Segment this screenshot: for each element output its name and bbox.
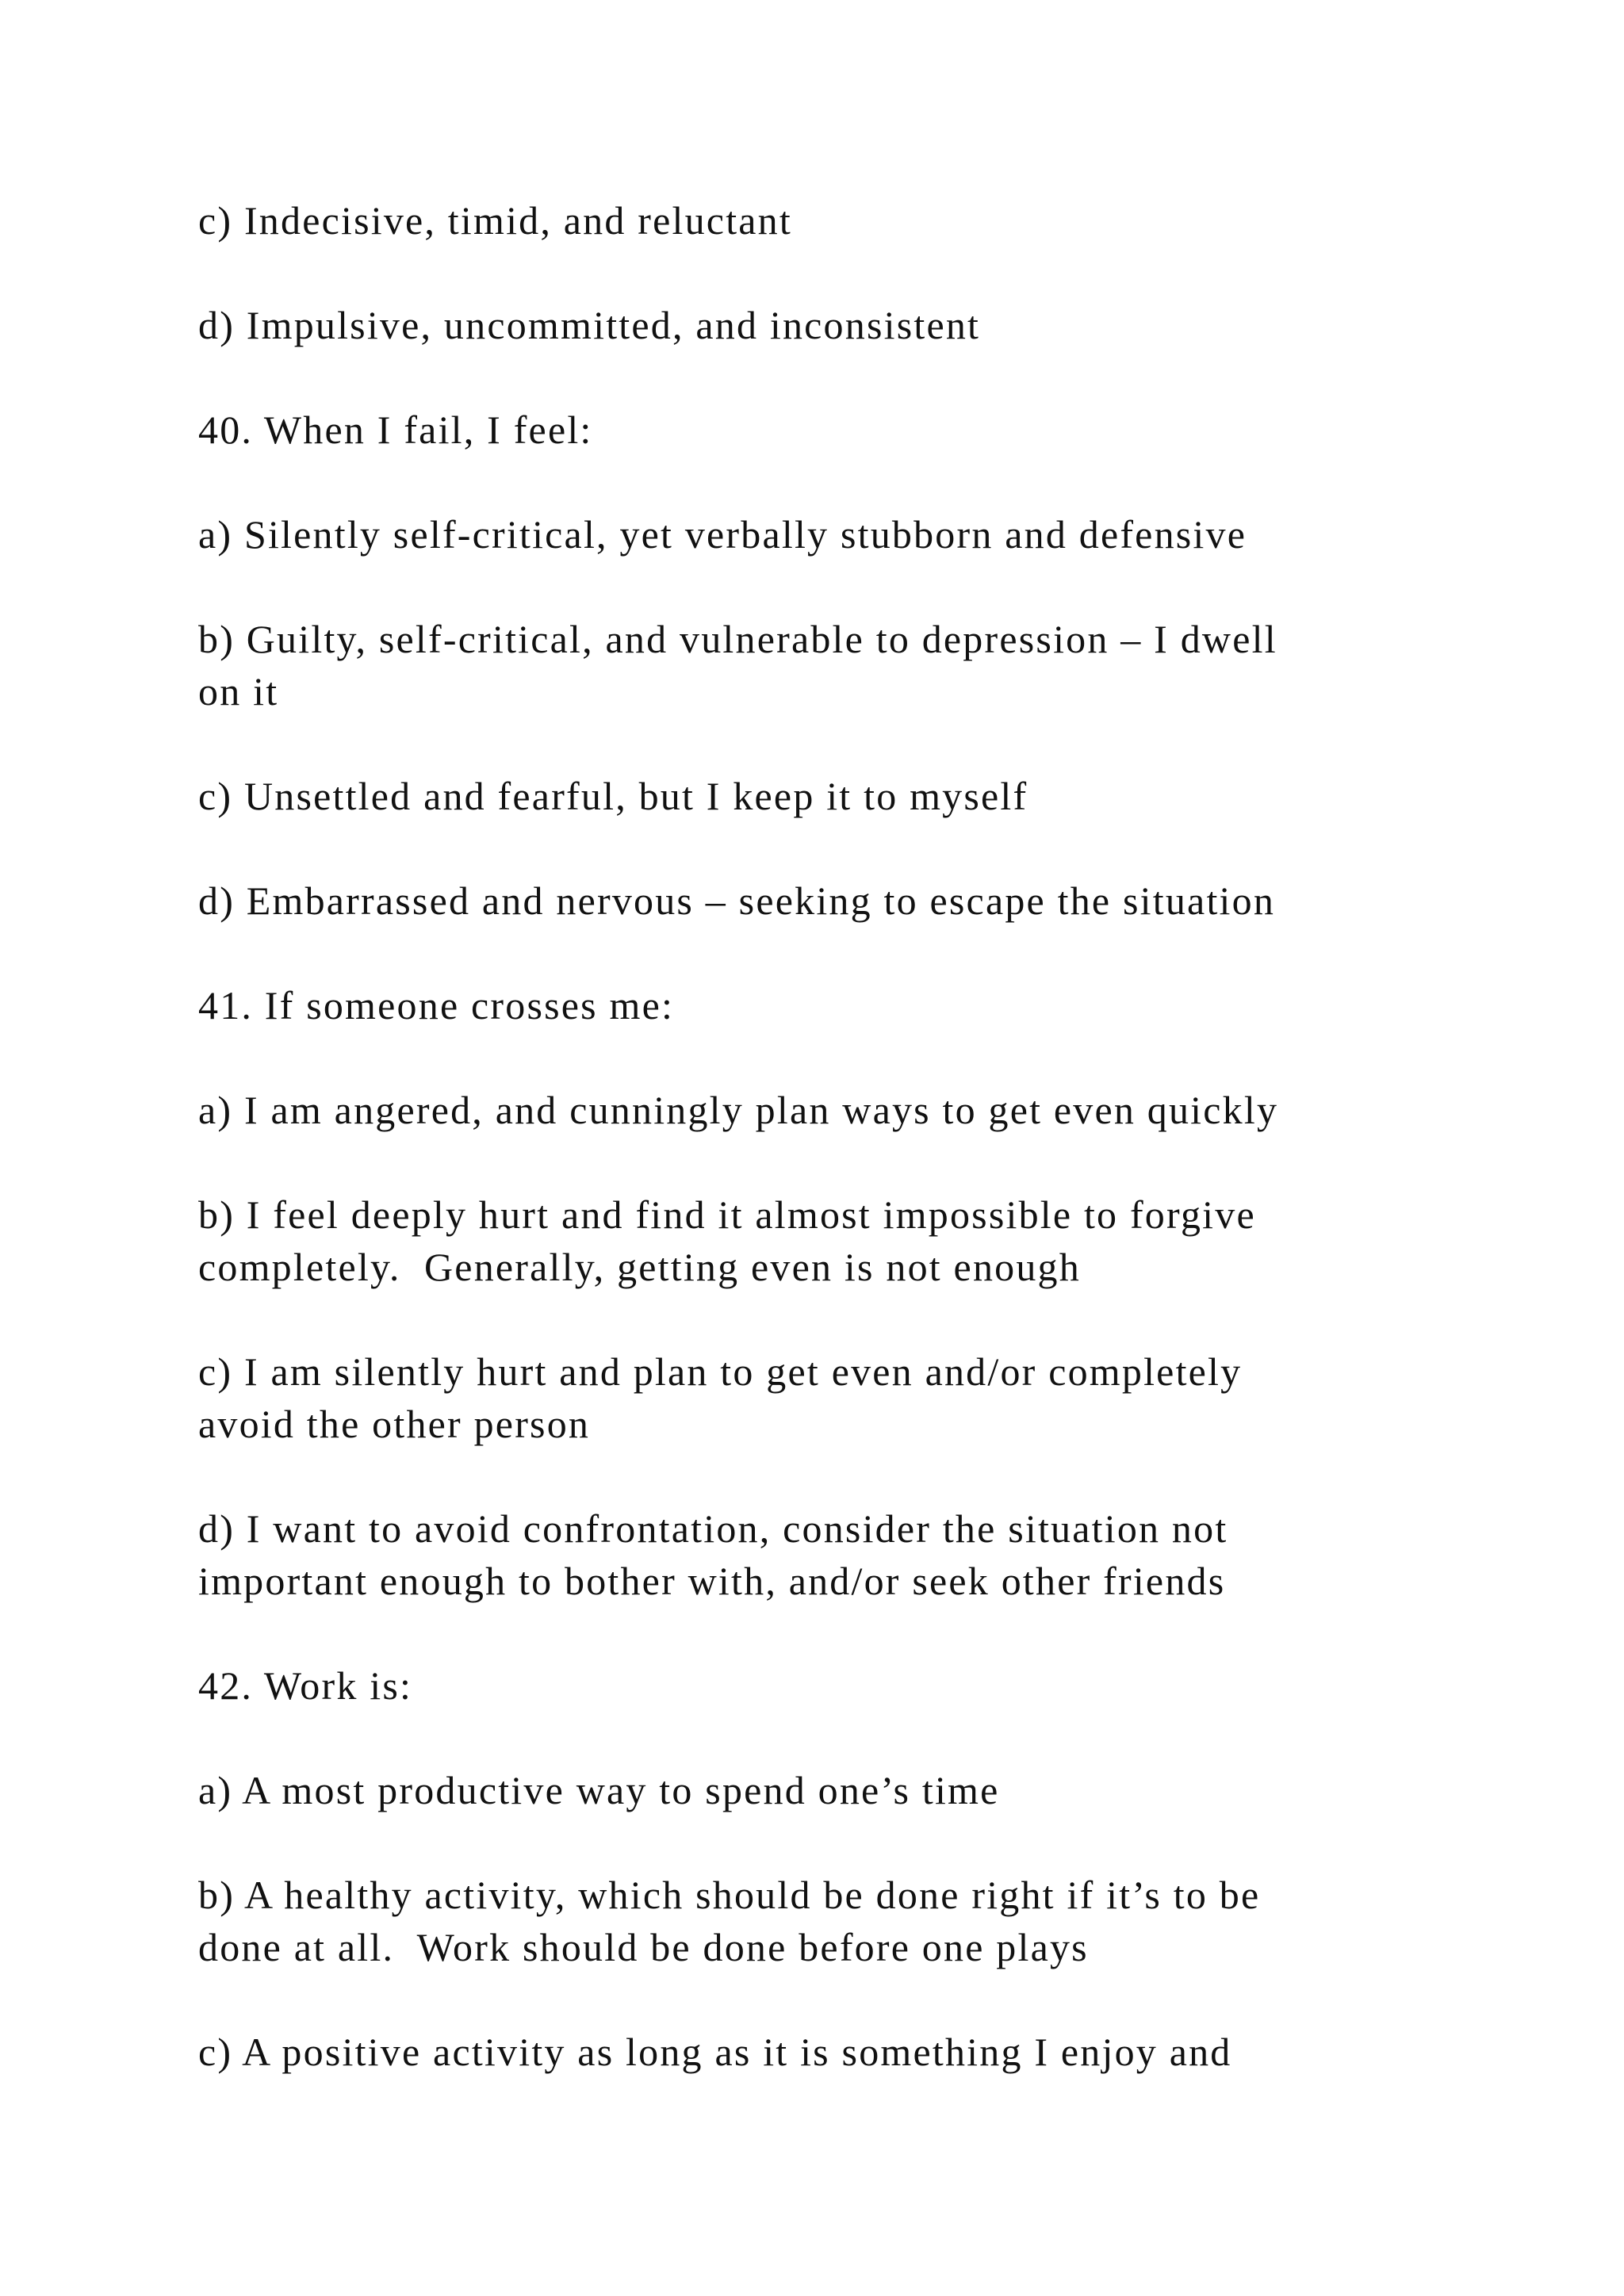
answer-option-b: b) I feel deeply hurt and find it almost impossible to forgive completely. Generally, getting even is not enough: [198, 1192, 1256, 1289]
document-body: [198, 194, 1435, 2130]
answer-option-c: c) A positive activity as long as it is something I enjoy and: [198, 2030, 1232, 2074]
answer-option-d: d) I want to avoid confrontation, consider the situation not important enough to bother with, and/or seek other friends: [198, 1506, 1228, 1603]
question-40: 40. When I fail, I feel:: [198, 408, 593, 452]
answer-option-c: c) Indecisive, timid, and reluctant: [198, 198, 792, 243]
answer-option-b: b) Guilty, self-critical, and vulnerable to depression – I dwell on it: [198, 617, 1277, 714]
answer-option-c: c) Unsettled and fearful, but I keep it to myself: [198, 774, 1028, 818]
answer-option-a: a) A most productive way to spend one’s time: [198, 1768, 1000, 1812]
question-41: 41. If someone crosses me:: [198, 983, 675, 1027]
question-42: 42. Work is:: [198, 1663, 413, 1708]
answer-option-a: a) I am angered, and cunningly plan ways to get even quickly: [198, 1088, 1279, 1132]
answer-option-d: d) Impulsive, uncommitted, and inconsistent: [198, 303, 981, 347]
answer-option-a: a) Silently self-critical, yet verbally stubborn and defensive: [198, 512, 1247, 557]
answer-option-b: b) A healthy activity, which should be done right if it’s to be done at all. Work should be done before one plays: [198, 1873, 1261, 1969]
answer-option-d: d) Embarrassed and nervous – seeking to escape the situation: [198, 878, 1276, 923]
answer-option-c: c) I am silently hurt and plan to get even and/or completely avoid the other person: [198, 1349, 1243, 1446]
